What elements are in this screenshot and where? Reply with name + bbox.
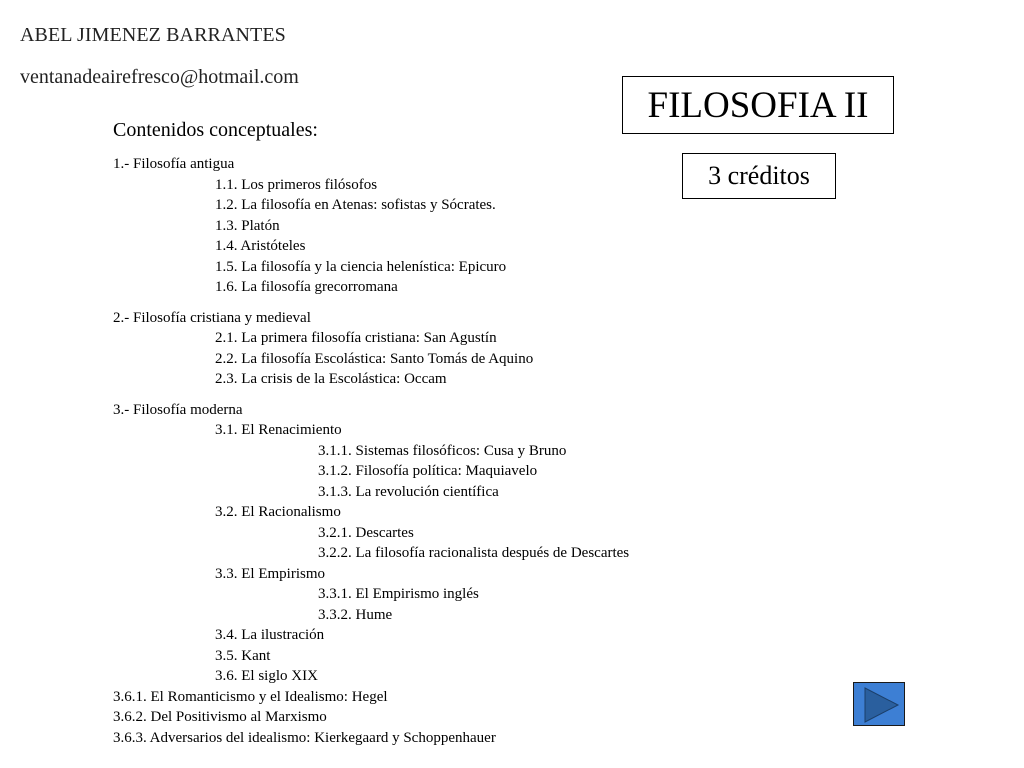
list-item-1: 1.- Filosofía antigua	[113, 156, 235, 172]
list-item-3-5: 3.5. Kant	[215, 648, 271, 664]
list-item-3-2: 3.2. El Racionalismo	[215, 504, 341, 520]
credits-box	[682, 153, 836, 199]
list-item-3-1-3: 3.1.3. La revolución científica	[318, 484, 499, 500]
list-item-1-4: 1.4. Aristóteles	[215, 238, 306, 254]
play-triangle-icon	[854, 683, 906, 727]
next-slide-button[interactable]	[853, 682, 905, 726]
list-item-1-2: 1.2. La filosofía en Atenas: sofistas y Sócrates.	[215, 197, 496, 213]
author-email: ventanadeairefresco@hotmail.com	[20, 66, 299, 88]
list-item-2-1: 2.1. La primera filosofía cristiana: San Agustín	[215, 330, 497, 346]
list-item-3-1-2: 3.1.2. Filosofía política: Maquiavelo	[318, 463, 538, 479]
course-title-box	[622, 76, 894, 134]
list-item-3-2-1: 3.2.1. Descartes	[318, 525, 414, 541]
list-item-3-6-2: 3.6.2. Del Positivismo al Marxismo	[113, 709, 327, 725]
list-item-2-3: 2.3. La crisis de la Escolástica: Occam	[215, 371, 447, 387]
list-item-1-1: 1.1. Los primeros filósofos	[215, 177, 378, 193]
list-item-2: 2.- Filosofía cristiana y medieval	[113, 310, 311, 326]
list-item-1-3: 1.3. Platón	[215, 218, 280, 234]
list-item-3-3: 3.3. El Empirismo	[215, 566, 325, 582]
list-item-3: 3.- Filosofía moderna	[113, 402, 243, 418]
list-item-3-3-1: 3.3.1. El Empirismo inglés	[318, 586, 479, 602]
list-item-3-6-3: 3.6.3. Adversarios del idealismo: Kierkegaard y Schoppenhauer	[113, 730, 496, 746]
list-item-1-5: 1.5. La filosofía y la ciencia helenística: Epicuro	[215, 259, 507, 275]
list-item-3-3-2: 3.3.2. Hume	[318, 607, 393, 623]
credits-label: 3 créditos	[708, 161, 810, 190]
list-item-3-6: 3.6. El siglo XIX	[215, 668, 318, 684]
list-item-3-1-1: 3.1.1. Sistemas filosóficos: Cusa y Bruno	[318, 443, 567, 459]
list-item-1-6: 1.6. La filosofía grecorromana	[215, 279, 398, 295]
course-title: FILOSOFIA II	[647, 84, 869, 126]
list-item-3-2-2: 3.2.2. La filosofía racionalista después de Descartes	[318, 545, 630, 561]
author-name: ABEL JIMENEZ BARRANTES	[20, 24, 286, 46]
contents-heading: Contenidos conceptuales:	[113, 119, 318, 141]
list-item-3-1: 3.1. El Renacimiento	[215, 422, 342, 438]
list-item-3-6-1: 3.6.1. El Romanticismo y el Idealismo: Hegel	[113, 689, 388, 705]
list-item-2-2: 2.2. La filosofía Escolástica: Santo Tomás de Aquino	[215, 351, 534, 367]
list-item-3-4: 3.4. La ilustración	[215, 627, 325, 643]
